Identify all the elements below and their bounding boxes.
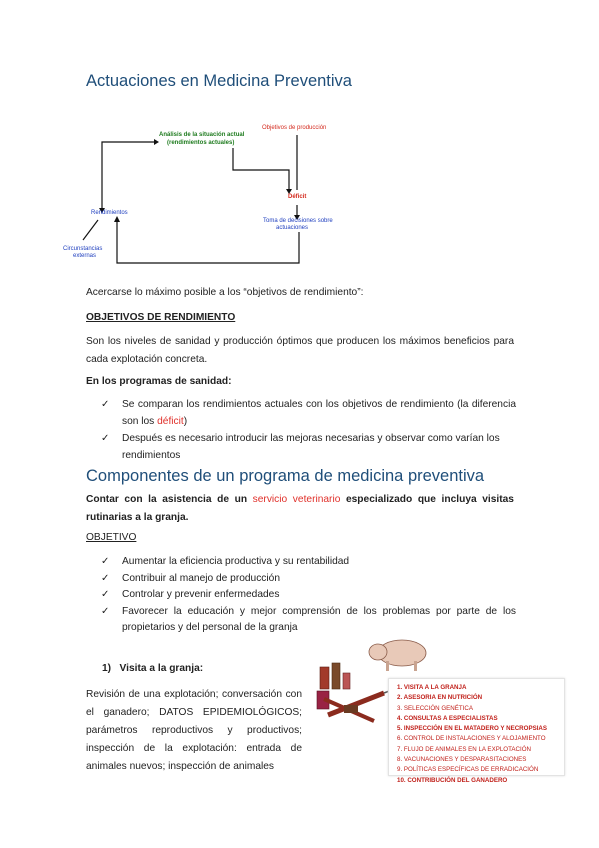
check-icon: ✓ <box>101 572 110 584</box>
diagram-decision-line1: Toma de decisiones sobre <box>263 218 333 224</box>
list-item <box>86 587 516 604</box>
section-title-componentes: Componentes de un programa de medicina preventiva <box>86 467 485 485</box>
services-list <box>397 683 547 786</box>
programs-item1-pre: Se comparan los rendimientos actuales con los objetivos de rendimiento (la diferencia son los <box>122 399 516 427</box>
list-item <box>86 571 516 588</box>
list-item: 7. FLUJO DE ANIMALES EN LA EXPLOTACIÓN <box>397 745 531 753</box>
flow-diagram <box>55 120 355 270</box>
objetivo-item-2: Contribuir al manejo de producción <box>122 572 280 584</box>
contar-text <box>86 491 514 527</box>
programs-list <box>86 396 516 464</box>
objetivo-heading: OBJETIVO <box>86 532 137 543</box>
programs-heading: En los programas de sanidad: <box>86 376 232 387</box>
visita-text: Revisión de una explotación; conversación con el ganadero; DATOS EPIDEMIOLÓGICOS; parámetros reproductivos y productivos; inspección de la explotación: entrada de animales nuevos; inspección de animales <box>86 689 302 772</box>
check-icon: ✓ <box>101 399 110 410</box>
check-icon: ✓ <box>101 433 110 444</box>
programs-item1-red: déficit <box>157 416 184 427</box>
intro-text: Acercarse lo máximo posible a los “objetivos de rendimiento”: <box>86 287 364 298</box>
visita-heading: 1) Visita a la granja: <box>102 663 204 674</box>
list-item: 8. VACUNACIONES Y DESPARASITACIONES <box>397 756 527 764</box>
contar-pre: Contar con la asistencia de un <box>86 494 253 505</box>
contar-post: especializado que incluya visitas rutinarias a la granja. <box>86 494 514 523</box>
objetivo-list <box>86 554 516 637</box>
list-item: 10. CONTRIBUCIÓN DEL GANADERO <box>397 776 508 784</box>
programs-item1-post: ) <box>183 416 188 427</box>
list-item <box>86 430 516 464</box>
diagram-deficit: Déficit <box>288 194 307 200</box>
list-item: 1. VISITA A LA GRANJA <box>397 684 467 691</box>
diagram-objectives: Objetivos de producción <box>262 125 327 131</box>
diagram-circ-line1: Circunstancias <box>63 246 103 252</box>
section-title-actuaciones: Actuaciones en Medicina Preventiva <box>86 72 352 90</box>
list-item <box>86 604 516 637</box>
list-item: 3. SELECCIÓN GENÉTICA <box>397 704 473 712</box>
objectives-text: Son los niveles de sanidad y producción óptimos que producen los máximos beneficios para cada explotación concreta. <box>86 336 514 365</box>
diagram-analysis-line2: (rendimientos actuales) <box>167 140 235 146</box>
list-item: 6. CONTROL DE INSTALACIONES Y ALOJAMIENTO <box>397 735 546 743</box>
check-icon: ✓ <box>101 589 110 600</box>
diagram-analysis-line1: Análisis de la situación actual <box>159 132 245 138</box>
check-icon: ✓ <box>101 605 110 617</box>
objetivo-item-1: Aumentar la eficiencia productiva y su rentabilidad <box>122 556 350 567</box>
list-item: 5. INSPECCIÓN EN EL MATADERO Y NECROPSIAS <box>397 725 548 733</box>
list-item: 4. CONSULTAS A ESPECIALISTAS <box>397 714 498 722</box>
list-item <box>86 554 516 571</box>
check-icon: ✓ <box>101 556 110 567</box>
list-item <box>86 396 516 430</box>
objetivo-item-4: Favorecer la educación y mejor comprensión de los problemas por parte de los propietarios y del personal de la granja <box>122 605 516 633</box>
services-list-box <box>388 678 565 784</box>
objetivo-item-3: Controlar y prevenir enfermedades <box>122 589 280 600</box>
list-item: 2. ASESORIA EN NUTRICIÓN <box>397 694 483 702</box>
diagram-decision-line2: actuaciones <box>276 225 309 231</box>
diagram-circ-line2: externas <box>73 253 97 259</box>
list-item: 9. POLÍTICAS ESPECÍFICAS DE ERRADICACIÓN <box>397 766 539 774</box>
programs-item2: Después es necesario introducir las mejoras necesarias y observar como varían los rendimientos <box>122 433 500 461</box>
contar-red: servicio veterinario <box>252 494 341 505</box>
diagram-rendimientos: Rendimientos <box>91 210 128 216</box>
objectives-heading: OBJETIVOS DE RENDIMIENTO <box>86 312 236 323</box>
